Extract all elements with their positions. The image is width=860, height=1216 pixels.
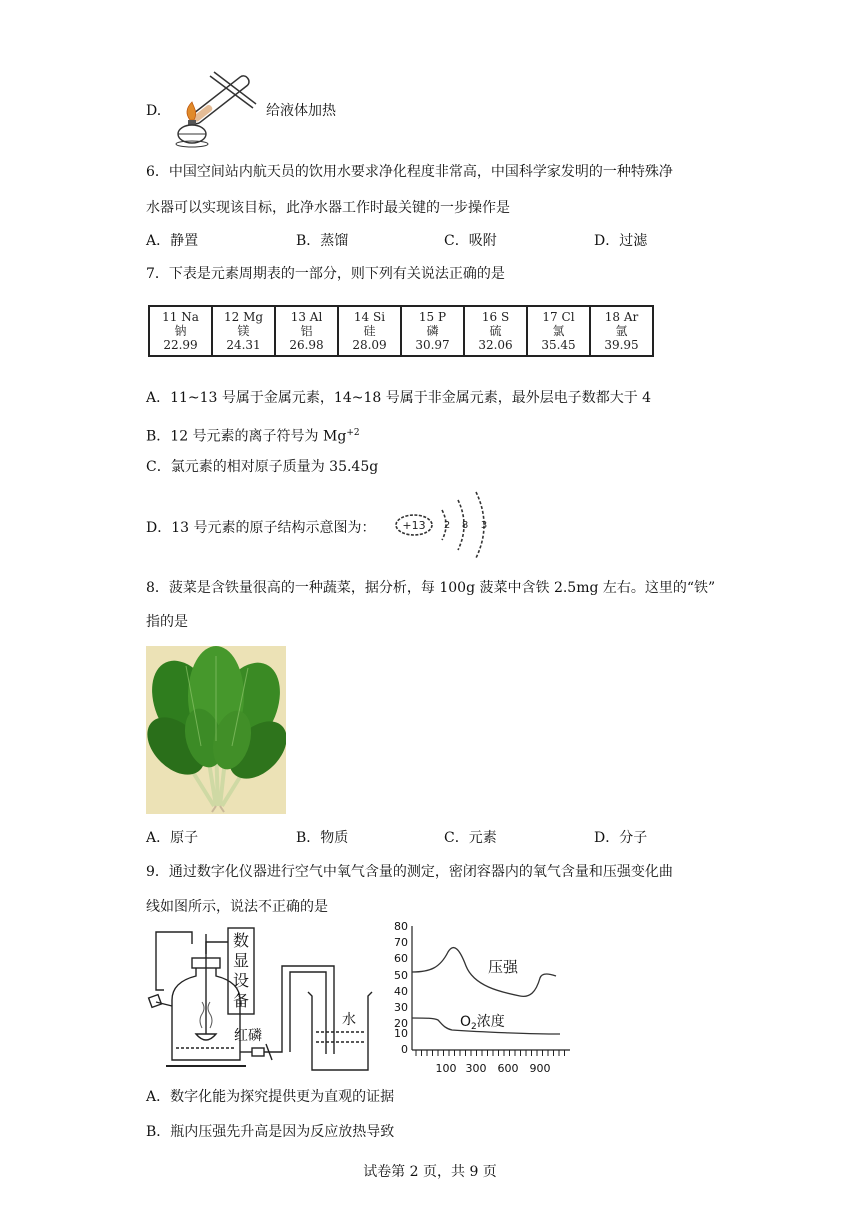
y-tick: 10 <box>394 1027 408 1040</box>
oxygen-measurement-apparatus <box>142 924 382 1074</box>
y-tick: 0 <box>401 1043 408 1056</box>
device-label-3: 设 <box>232 971 250 990</box>
pressure-label: 压强 <box>488 958 519 976</box>
x-tick: 900 <box>529 1062 551 1075</box>
y-tick: 30 <box>394 1001 408 1014</box>
q9-option-a: A．数字化能为探究提供更为直观的证据 <box>146 1089 395 1105</box>
atomic-structure-diagram <box>392 486 502 564</box>
water-label: 水 <box>342 1012 356 1028</box>
y-tick: 80 <box>394 922 408 933</box>
element-cell: 14 Si 硅 28.09 <box>338 306 401 356</box>
y-tick: 20 <box>394 1017 408 1030</box>
element-cell: 16 S 硫 32.06 <box>464 306 527 356</box>
heating-liquid-diagram <box>168 62 266 150</box>
element-cell: 17 Cl 氯 35.45 <box>527 306 590 356</box>
y-tick: 40 <box>394 985 408 998</box>
q6-option-c: C．吸附 <box>444 233 497 249</box>
q7-option-c: C．氯元素的相对原子质量为 35.45g <box>146 459 379 475</box>
q7-option-a: A．11~13 号属于金属元素，14~18 号属于非金属元素，最外层电子数都大于 4 <box>146 390 652 406</box>
q5-option-d-text: 给液体加热 <box>266 103 336 119</box>
q8-option-c: C．元素 <box>444 830 497 846</box>
spinach-image <box>146 646 286 814</box>
element-cell: 13 Al 铝 26.98 <box>275 306 338 356</box>
element-cell: 18 Ar 氩 39.95 <box>590 306 653 356</box>
device-label-1: 数 <box>232 931 250 950</box>
element-cell: 12 Mg 镁 24.31 <box>212 306 275 356</box>
q6-stem-line1: 6．中国空间站内航天员的饮用水要求净化程度非常高，中国科学家发明的一种特殊净 <box>146 164 673 180</box>
element-cell: 15 P 磷 30.97 <box>401 306 464 356</box>
q9-option-b: B．瓶内压强先升高是因为反应放热导致 <box>146 1124 395 1140</box>
q6-option-b: B．蒸馏 <box>296 233 349 249</box>
y-tick: 50 <box>394 969 408 982</box>
pressure-o2-graph <box>390 922 585 1080</box>
q6-stem-line2: 水器可以实现该目标，此净水器工作时最关键的一步操作是 <box>146 200 510 216</box>
page-footer: 试卷第 2 页，共 9 页 <box>363 1164 497 1180</box>
periodic-table-excerpt <box>148 305 654 357</box>
q7-option-b: B．12 号元素的离子符号为 $Mg^{+2}$ <box>146 428 360 445</box>
q9-stem-line2: 线如图所示，说法不正确的是 <box>146 899 328 915</box>
q8-stem-line1: 8．菠菜是含铁量很高的一种蔬菜，据分析，每 100g 菠菜中含铁 2.5mg 左右。这里的“铁” <box>146 580 716 596</box>
q8-option-b: B．物质 <box>296 830 349 846</box>
q8-stem-line2: 指的是 <box>146 614 188 630</box>
q5-option-d-letter: D. <box>146 103 162 119</box>
q9-stem-line1: 9．通过数字化仪器进行空气中氧气含量的测定，密闭容器内的氧气含量和压强变化曲 <box>146 864 673 880</box>
y-tick: 60 <box>394 952 408 965</box>
x-tick: 300 <box>465 1062 487 1075</box>
y-tick: 70 <box>394 936 408 949</box>
element-cell: 11 Na 钠 22.99 <box>149 306 212 356</box>
device-label-2: 显 <box>232 951 250 970</box>
q6-option-d: D．过滤 <box>594 233 648 249</box>
q7-option-d: D．13 号元素的原子结构示意图为： <box>146 520 376 536</box>
atom-shell-1: 2 <box>443 520 451 531</box>
q7-stem: 7．下表是元素周期表的一部分，则下列有关说法正确的是 <box>146 266 505 282</box>
o2-concentration-label: $O_2$浓度 <box>460 1014 505 1032</box>
red-phosphorus-label: 红磷 <box>234 1028 262 1044</box>
q8-option-a: A．原子 <box>146 830 199 846</box>
atom-shell-2: 8 <box>461 520 469 531</box>
pressure-curve <box>412 948 556 997</box>
atom-nucleus: +13 <box>402 519 426 532</box>
q6-option-a: A．静置 <box>146 233 199 249</box>
x-tick: 100 <box>435 1062 457 1075</box>
x-tick: 600 <box>497 1062 519 1075</box>
q8-option-d: D．分子 <box>594 830 648 846</box>
atom-shell-3: 3 <box>480 520 488 531</box>
device-label-4: 备 <box>232 991 250 1010</box>
